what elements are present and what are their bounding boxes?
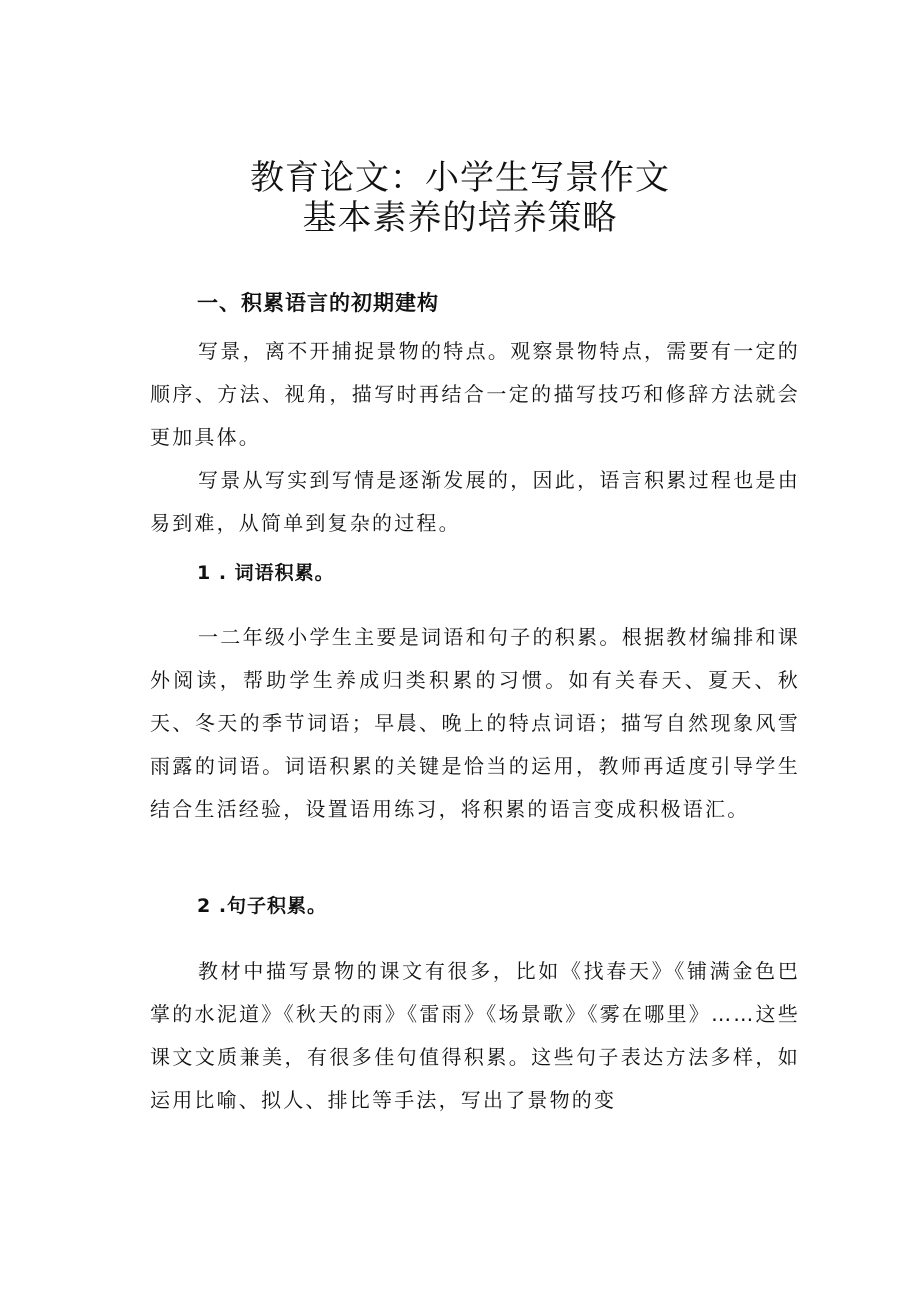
paragraph-1: 写景，离不开捕捉景物的特点。观察景物特点，需要有一定的顺序、方法、视角，描写时再结合一定的描写技巧和修辞方法就会更加具体。 <box>150 339 800 449</box>
subheading-sentence-accumulation: 2 .句子积累。 <box>197 895 328 917</box>
paragraph-4: 教材中描写景物的课文有很多，比如《找春天》《铺满金色巴掌的水泥道》《秋天的雨》《雷雨》《场景歌》《雾在哪里》……这些课文文质兼美，有很多佳句值得积累。这些句子表达方法多样，如运用比喻、拟人、排比等手法，写出了景物的变 <box>150 959 800 1112</box>
section-heading-1: 一、积累语言的初期建构 <box>197 291 439 315</box>
title-line-1: 教育论文：小学生写景作文 <box>250 158 670 198</box>
paragraph-2: 写景从写实到写情是逐渐发展的，因此，语言积累过程也是由易到难，从简单到复杂的过程。 <box>150 468 800 535</box>
title-line-2: 基本素养的培养策略 <box>302 198 618 238</box>
document-title <box>0 158 920 238</box>
subheading-word-accumulation: 1 . 词语积累。 <box>197 562 335 584</box>
paragraph-3: 一二年级小学生主要是词语和句子的积累。根据教材编排和课外阅读，帮助学生养成归类积累的习惯。如有关春天、夏天、秋天、冬天的季节词语；早晨、晚上的特点词语；描写自然现象风雪雨露的词语。词语积累的关键是恰当的运用，教师再适度引导学生结合生活经验，设置语用练习，将积累的语言变成积极语汇。 <box>150 625 800 821</box>
